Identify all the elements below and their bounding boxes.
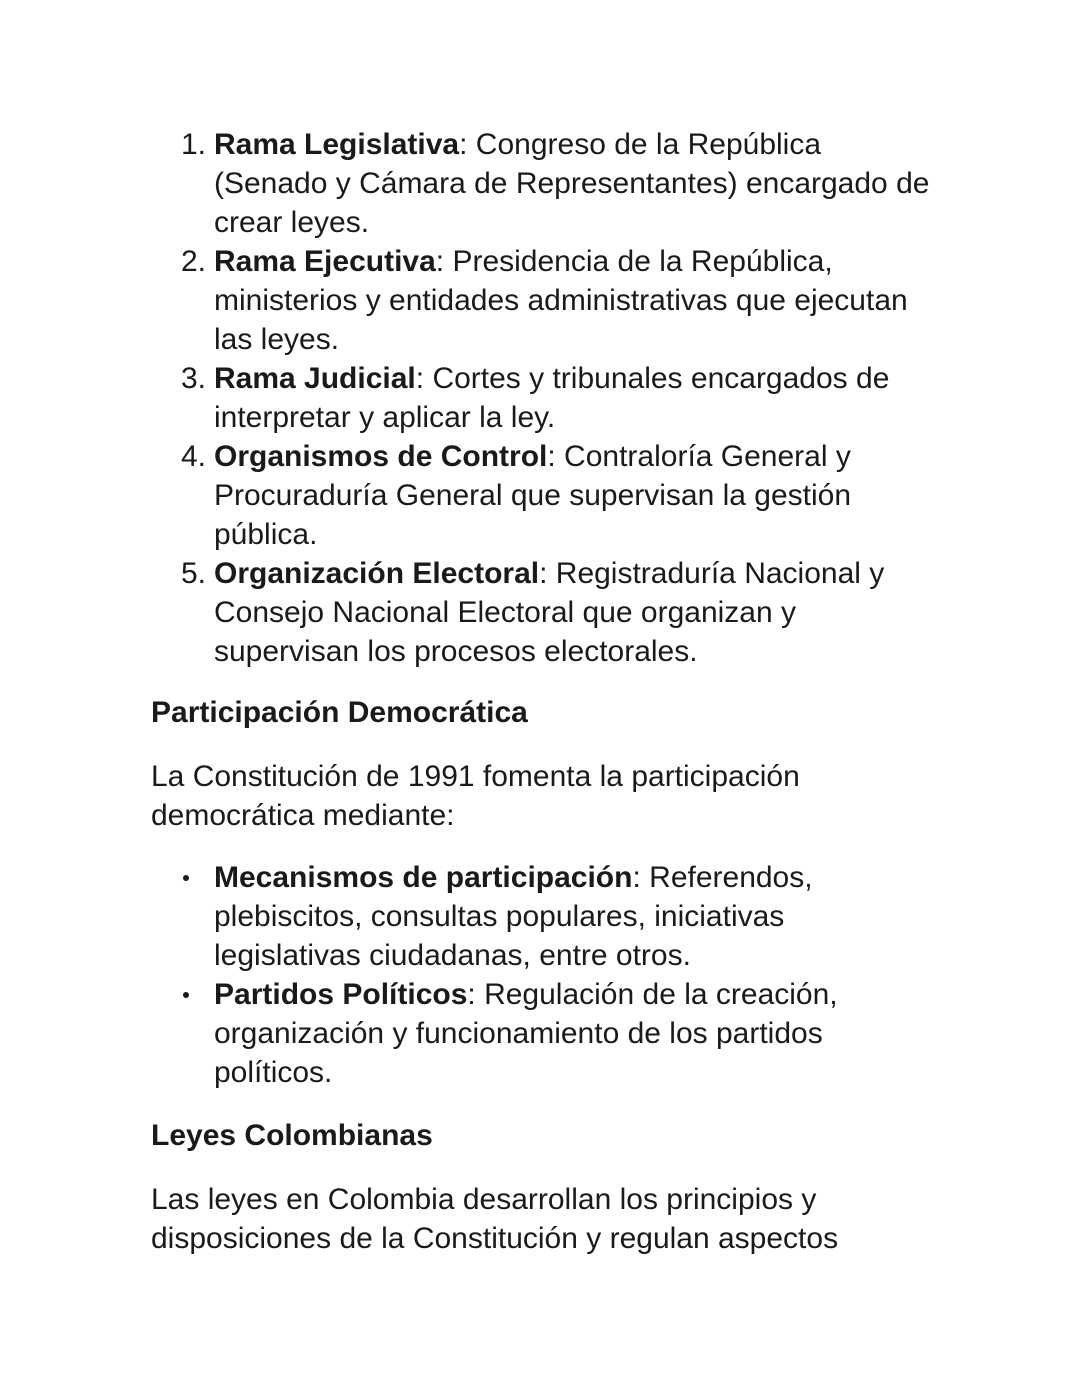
list-item [151,554,941,671]
list-colon: : [467,978,476,1011]
list-text: Regulación de la creación, organización y funcionamiento de los partidos políticos. [214,978,838,1089]
list-colon: : [539,557,548,590]
list-text: Cortes y tribunales encargados de interpretar y aplicar la ley. [214,362,890,434]
list-item [151,975,911,1092]
list-number: 4. [181,440,207,473]
laws-intro: Las leyes en Colombia desarrollan los principios y disposiciones de la Constitución y regulan aspectos [151,1183,839,1255]
list-term: Organización Electoral [214,557,540,590]
list-term: Mecanismos de participación [214,861,633,894]
list-item [151,125,941,242]
list-term: Partidos Políticos [214,978,468,1011]
bullet-icon [183,875,189,881]
section-heading-laws: Leyes Colombianas [151,1119,433,1152]
list-colon: : [415,362,425,395]
list-term: Rama Legislativa [214,128,460,161]
list-text: Congreso de la República (Senado y Cámara de Representantes) encargado de crear leyes. [214,128,930,239]
list-item [151,437,941,554]
list-text: Contraloría General y Procuraduría General que supervisan la gestión pública. [214,440,852,551]
list-colon: : [435,245,445,278]
branches-list [151,125,941,671]
list-item [151,359,941,437]
list-number: 5. [181,557,207,590]
list-text: Presidencia de la República, ministerios y entidades administrativas que ejecutan las leyes. [214,245,908,356]
list-item [151,858,911,975]
list-number: 2. [181,245,207,278]
section-heading-participation: Participación Democrática [151,696,528,729]
list-colon: : [459,128,468,161]
bullet-icon [183,992,189,998]
list-term: Rama Ejecutiva [214,245,436,278]
list-term: Rama Judicial [214,362,416,395]
list-colon: : [632,861,641,894]
list-number: 3. [181,362,207,395]
list-colon: : [547,440,556,473]
participation-list [151,858,911,1092]
list-number: 1. [181,128,207,161]
list-text: Referendos, plebiscitos, consultas populares, iniciativas legislativas ciudadanas, entre otros. [214,861,813,972]
list-item [151,242,941,359]
list-term: Organismos de Control [214,440,548,473]
participation-intro: La Constitución de 1991 fomenta la participación democrática mediante: [151,760,800,832]
list-text: Registraduría Nacional y Consejo Nacional Electoral que organizan y supervisan los procesos electorales. [214,557,885,668]
